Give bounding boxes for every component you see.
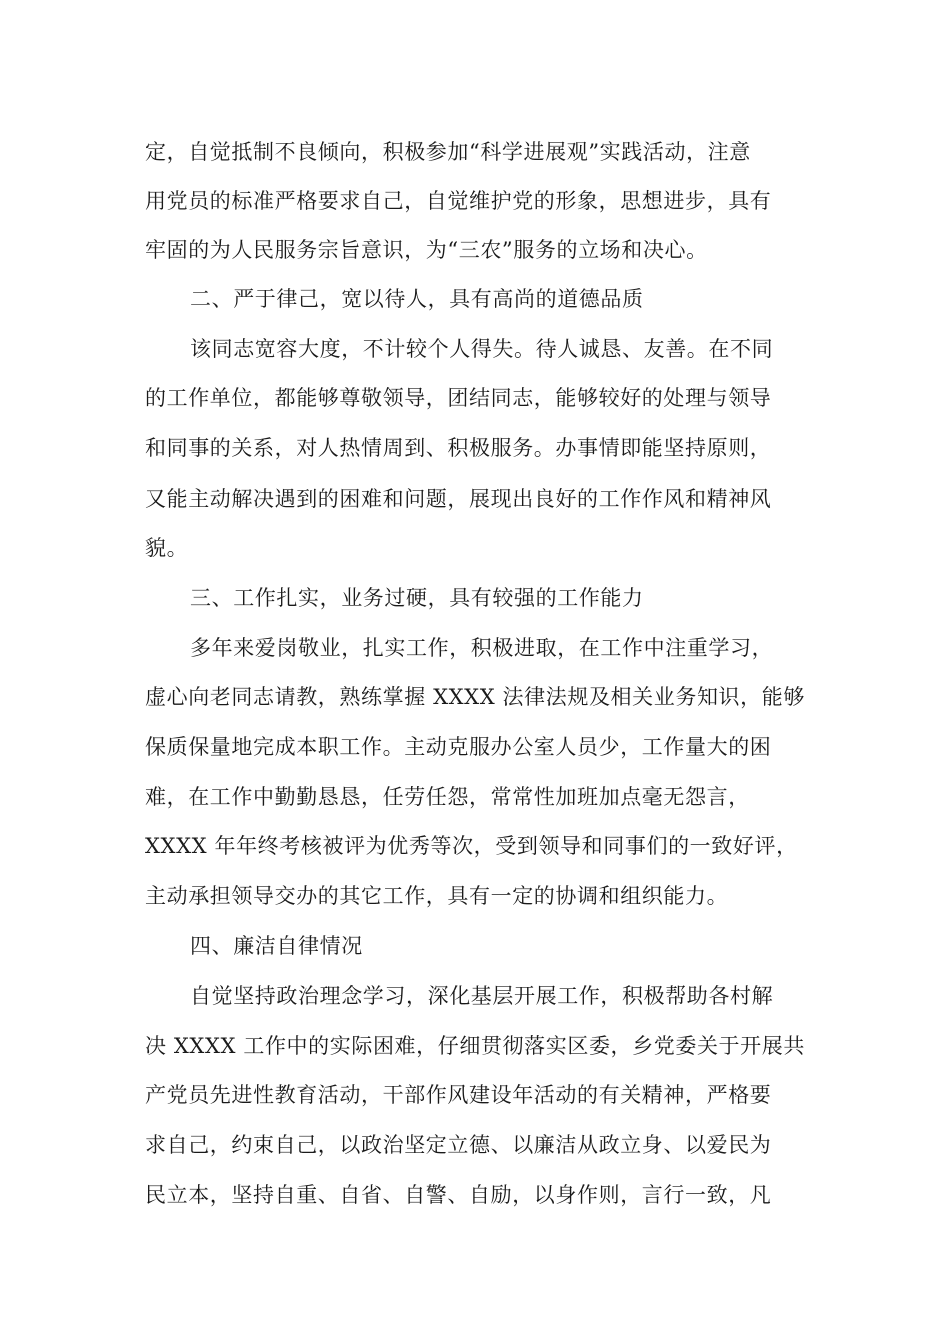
text-line: 多年来爱岗敬业，扎实工作，积极进取，在工作中注重学习， [190,636,774,660]
text-line: 虚心向老同志请教，熟练掌握 XXXX 法律法规及相关业务知识，能够 [145,685,805,709]
text-line: 民立本，坚持自重、自省、自警、自励，以身作则，言行一致，凡 [145,1183,772,1207]
text-line: 自觉坚持政治理念学习，深化基层开展工作，积极帮助各村解 [190,984,774,1008]
text-line: 难，在工作中勤勤恳恳，任劳任怨，常常性加班加点毫无怨言， [145,785,750,809]
text-line: 主动承担领导交办的其它工作，具有一定的协调和组织能力。 [145,884,729,908]
section-heading: 二、严于律己，宽以待人，具有高尚的道德品质 [190,287,644,311]
section-heading: 四、廉洁自律情况 [190,934,363,958]
text-line: 牢固的为人民服务宗旨意识，为“三农”服务的立场和决心。 [145,238,708,262]
text-line: XXXX 年年终考核被评为优秀等次，受到领导和同事们的一致好评， [145,834,798,858]
text-line: 决 XXXX 工作中的实际困难，仔细贯彻落实区委，乡党委关于开展共 [145,1034,805,1058]
text-line: 产党员先进性教育活动，干部作风建设年活动的有关精神，严格要 [145,1083,772,1107]
text-line: 求自己，约束自己，以政治坚定立德、以廉洁从政立身、以爱民为 [145,1133,772,1157]
text-line: 貌。 [145,536,189,560]
text-line: 定，自觉抵制不良倾向，积极参加“科学进展观”实践活动，注意 [145,140,751,164]
text-line: 该同志宽容大度，不计较个人得失。待人诚恳、友善。在不同 [190,337,774,361]
text-line: 用党员的标准严格要求自己，自觉维护党的形象，思想进步，具有 [145,189,772,213]
section-heading: 三、工作扎实，业务过硬，具有较强的工作能力 [190,586,644,610]
text-line: 保质保量地完成本职工作。主动克服办公室人员少，工作量大的困 [145,735,772,759]
text-line: 和同事的关系，对人热情周到、积极服务。办事情即能坚持原则， [145,436,772,460]
text-line: 又能主动解决遇到的困难和问题，展现出良好的工作作风和精神风 [145,487,772,511]
text-line: 的工作单位，都能够尊敬领导，团结同志，能够较好的处理与领导 [145,386,772,410]
